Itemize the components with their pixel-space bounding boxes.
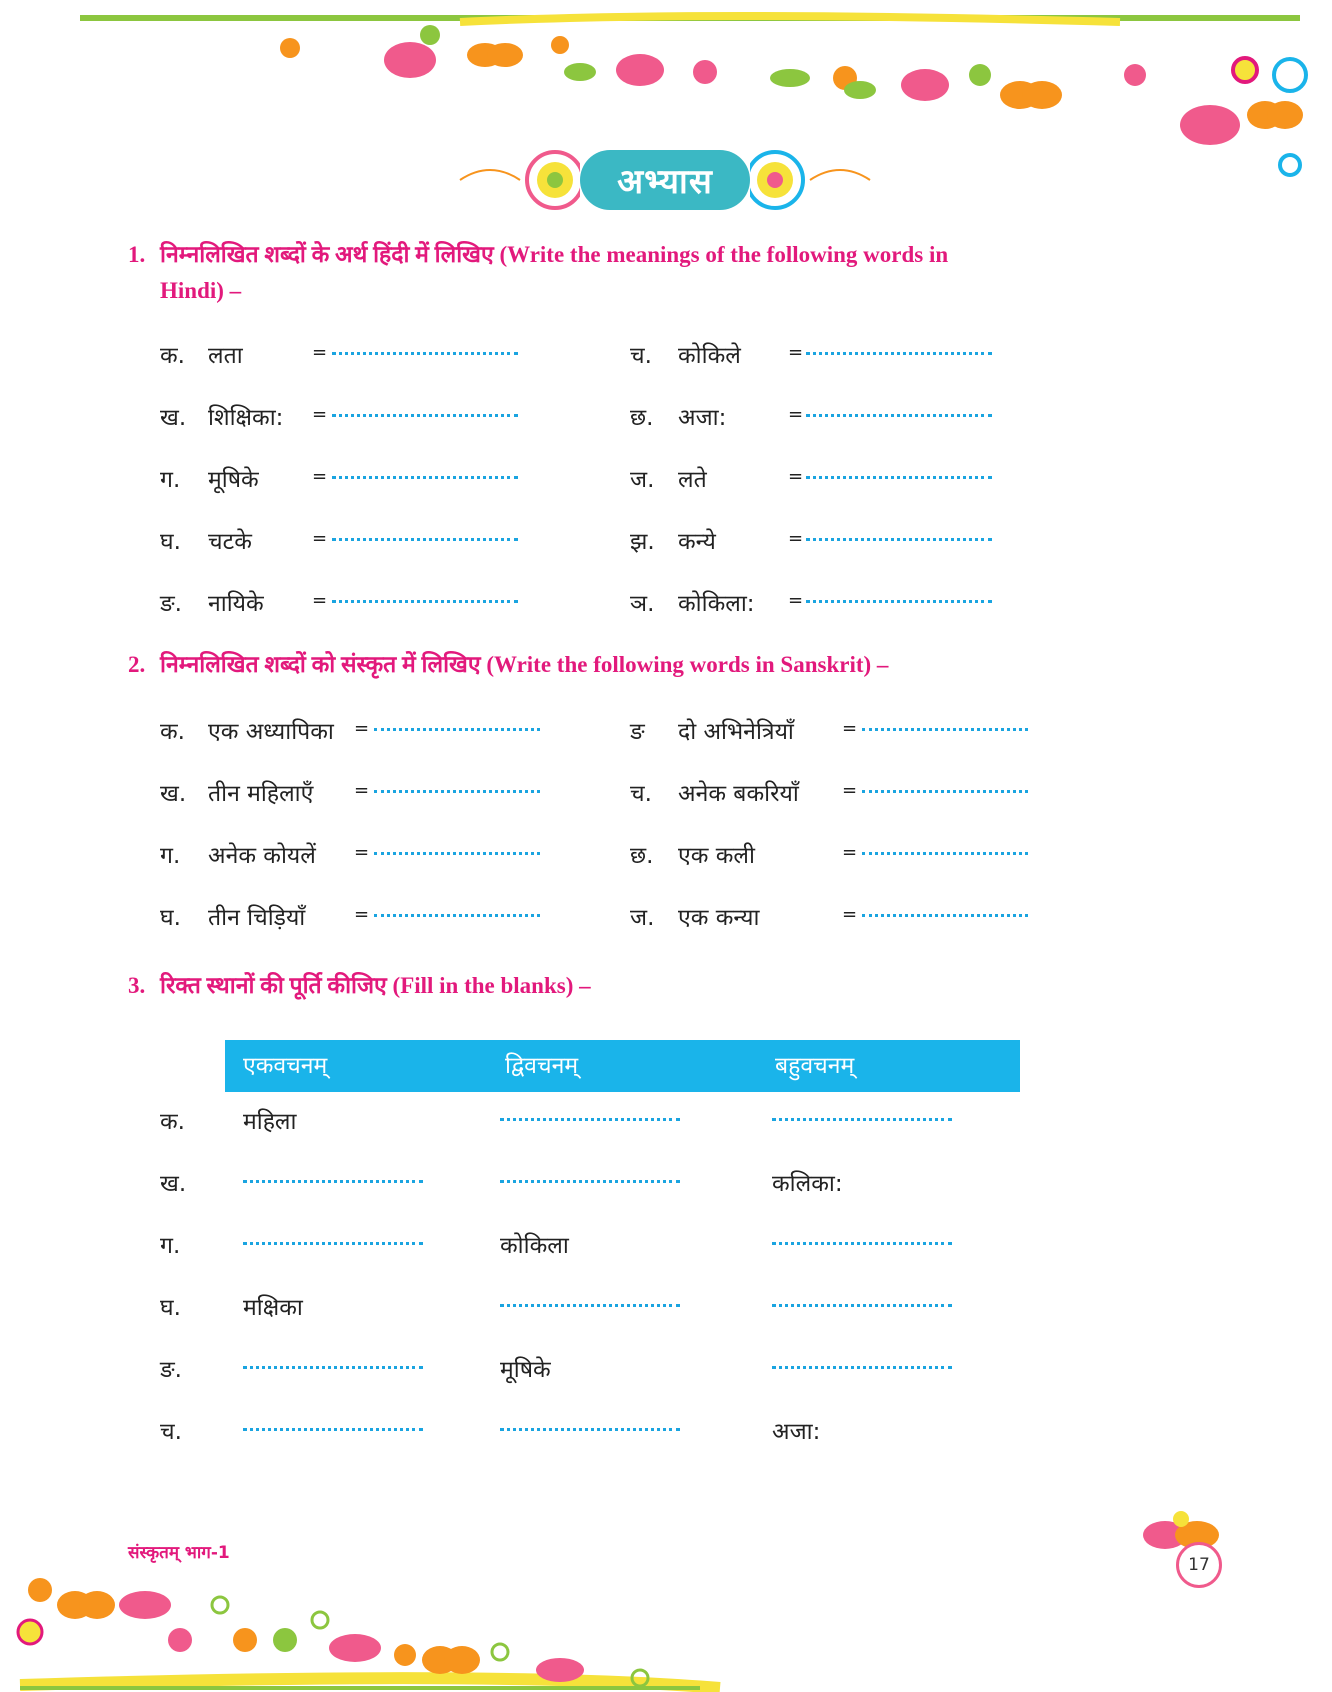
equals-sign: = <box>312 528 328 549</box>
page-title: अभ्यास <box>617 162 713 202</box>
equals-sign: = <box>312 466 328 487</box>
answer-blank[interactable] <box>332 600 518 603</box>
table-cell-blank[interactable] <box>243 1242 423 1245</box>
q1-title-line1: निम्नलिखित शब्दों के अर्थ हिंदी में लिखिए (Write the meanings of the following words in <box>160 242 949 267</box>
answer-blank[interactable] <box>806 352 992 355</box>
item-word: कोकिले <box>678 343 741 369</box>
q2-item <box>160 714 600 754</box>
item-label: च. <box>630 343 652 369</box>
item-word: मूषिके <box>208 467 259 493</box>
title-pill <box>580 150 750 210</box>
butterfly-icon <box>1000 81 1062 109</box>
item-label: घ. <box>160 529 181 555</box>
answer-blank[interactable] <box>806 476 992 479</box>
equals-sign: = <box>842 842 858 863</box>
item-label: ख. <box>160 781 187 807</box>
q1-item <box>160 524 580 564</box>
q2-item <box>630 776 1070 816</box>
table-cell-blank[interactable] <box>243 1366 423 1369</box>
item-word: अजा: <box>678 405 727 431</box>
answer-blank[interactable] <box>862 914 1028 917</box>
table-cell-blank[interactable] <box>500 1118 680 1121</box>
item-word: एक कन्या <box>678 905 760 931</box>
item-label: ञ. <box>630 591 655 617</box>
table-cell-blank[interactable] <box>772 1118 952 1121</box>
item-word: लते <box>678 467 707 493</box>
q2-item <box>630 838 1070 878</box>
row-label: च. <box>160 1419 182 1445</box>
item-word: अनेक कोयलें <box>208 843 316 869</box>
equals-sign: = <box>788 528 804 549</box>
equals-sign: = <box>842 904 858 925</box>
table-row <box>160 1166 1020 1206</box>
answer-blank[interactable] <box>332 414 518 417</box>
equals-sign: = <box>842 718 858 739</box>
item-word: तीन महिलाएँ <box>208 781 314 807</box>
bottom-decorative-border <box>0 1560 1332 1692</box>
row-label: ग. <box>160 1233 181 1259</box>
answer-blank[interactable] <box>806 600 992 603</box>
item-label: ङ <box>630 719 645 745</box>
item-word: लता <box>208 343 243 369</box>
answer-blank[interactable] <box>374 790 540 793</box>
table-row <box>160 1104 1020 1144</box>
equals-sign: = <box>312 590 328 611</box>
q2-title: निम्नलिखित शब्दों को संस्कृत में लिखिए (Write the following words in Sanskrit) – <box>160 652 889 677</box>
answer-blank[interactable] <box>374 852 540 855</box>
row-label: ङ. <box>160 1357 182 1383</box>
item-label: ग. <box>160 843 181 869</box>
item-word: कोकिला: <box>678 591 755 617</box>
table-cell-blank[interactable] <box>772 1242 952 1245</box>
q2-item <box>160 900 600 940</box>
answer-blank[interactable] <box>374 914 540 917</box>
q1-item <box>630 338 1050 378</box>
equals-sign: = <box>788 466 804 487</box>
item-label: क. <box>160 343 185 369</box>
equals-sign: = <box>354 780 370 801</box>
q1-item <box>630 400 1050 440</box>
row-label: ख. <box>160 1171 187 1197</box>
q1-item <box>630 586 1050 626</box>
table-row <box>160 1414 1020 1454</box>
equals-sign: = <box>312 404 328 425</box>
equals-sign: = <box>354 718 370 739</box>
q1-number: 1. <box>128 242 146 267</box>
equals-sign: = <box>788 342 804 363</box>
item-word: दो अभिनेत्रियाँ <box>678 719 794 745</box>
equals-sign: = <box>788 590 804 611</box>
row-label: घ. <box>160 1295 181 1321</box>
item-word: एक कली <box>678 843 755 869</box>
answer-blank[interactable] <box>332 476 518 479</box>
table-header <box>225 1040 1020 1092</box>
table-cell-blank[interactable] <box>500 1428 680 1431</box>
item-word: कन्ये <box>678 529 716 555</box>
q2-item <box>630 900 1070 940</box>
item-label: झ. <box>630 529 655 555</box>
title-banner <box>450 130 880 230</box>
item-label: छ. <box>630 843 654 869</box>
q1-title-line2: Hindi) – <box>160 278 242 303</box>
equals-sign: = <box>354 904 370 925</box>
swirl-decoration-left <box>450 140 580 220</box>
equals-sign: = <box>354 842 370 863</box>
answer-blank[interactable] <box>806 538 992 541</box>
q1-item <box>160 338 580 378</box>
item-word: तीन चिड़ियाँ <box>208 905 306 931</box>
item-label: ङ. <box>160 591 182 617</box>
answer-blank[interactable] <box>862 852 1028 855</box>
header-singular: एकवचनम् <box>243 1053 328 1079</box>
item-label: ज. <box>630 905 655 931</box>
butterfly-icon <box>1247 101 1303 129</box>
table-cell-blank[interactable] <box>243 1180 423 1183</box>
answer-blank[interactable] <box>862 728 1028 731</box>
q2-item <box>630 714 1070 754</box>
item-label: छ. <box>630 405 654 431</box>
q1-item <box>160 586 580 626</box>
table-cell-text: मक्षिका <box>243 1295 303 1321</box>
table-cell-text: महिला <box>243 1109 297 1135</box>
q1-item <box>160 400 580 440</box>
header-dual: द्विवचनम् <box>505 1053 579 1079</box>
item-label: च. <box>630 781 652 807</box>
table-cell-blank[interactable] <box>772 1366 952 1369</box>
header-plural: बहुवचनम् <box>775 1053 855 1079</box>
equals-sign: = <box>312 342 328 363</box>
table-row <box>160 1228 1020 1268</box>
answer-blank[interactable] <box>332 538 518 541</box>
table-cell-blank[interactable] <box>500 1304 680 1307</box>
answer-blank[interactable] <box>806 414 992 417</box>
q2-item <box>160 838 600 878</box>
q1-item <box>160 462 580 502</box>
table-cell-text: अजा: <box>772 1419 821 1445</box>
item-label: क. <box>160 719 185 745</box>
q3-number: 3. <box>128 973 146 998</box>
q3-title: रिक्त स्थानों की पूर्ति कीजिए (Fill in the blanks) – <box>160 973 591 998</box>
equals-sign: = <box>842 780 858 801</box>
swirl-decoration-right <box>750 140 880 220</box>
answer-blank[interactable] <box>862 790 1028 793</box>
item-word: एक अध्यापिका <box>208 719 334 745</box>
table-cell-text: कोकिला <box>500 1233 569 1259</box>
answer-blank[interactable] <box>374 728 540 731</box>
item-word: चटके <box>208 529 252 555</box>
table-cell-text: कलिका: <box>772 1171 843 1197</box>
q2-number: 2. <box>128 652 146 677</box>
butterfly-icon <box>467 43 523 67</box>
table-row <box>160 1352 1020 1392</box>
table-cell-text: मूषिके <box>500 1357 551 1383</box>
table-cell-blank[interactable] <box>500 1180 680 1183</box>
q1-item <box>630 462 1050 502</box>
item-word: नायिके <box>208 591 264 617</box>
item-word: शिक्षिका: <box>208 405 284 431</box>
row-label: क. <box>160 1109 185 1135</box>
table-cell-blank[interactable] <box>772 1304 952 1307</box>
footer-book-title: संस्कृतम् भाग-1 <box>128 1543 230 1563</box>
q1-item <box>630 524 1050 564</box>
item-label: ख. <box>160 405 187 431</box>
leaf-icon <box>564 63 876 99</box>
page-number: 17 <box>1176 1542 1222 1588</box>
answer-blank[interactable] <box>332 352 518 355</box>
q2-item <box>160 776 600 816</box>
item-label: ग. <box>160 467 181 493</box>
table-row <box>160 1290 1020 1330</box>
item-word: अनेक बकरियाँ <box>678 781 799 807</box>
item-label: ज. <box>630 467 655 493</box>
table-cell-blank[interactable] <box>243 1428 423 1431</box>
item-label: घ. <box>160 905 181 931</box>
equals-sign: = <box>788 404 804 425</box>
